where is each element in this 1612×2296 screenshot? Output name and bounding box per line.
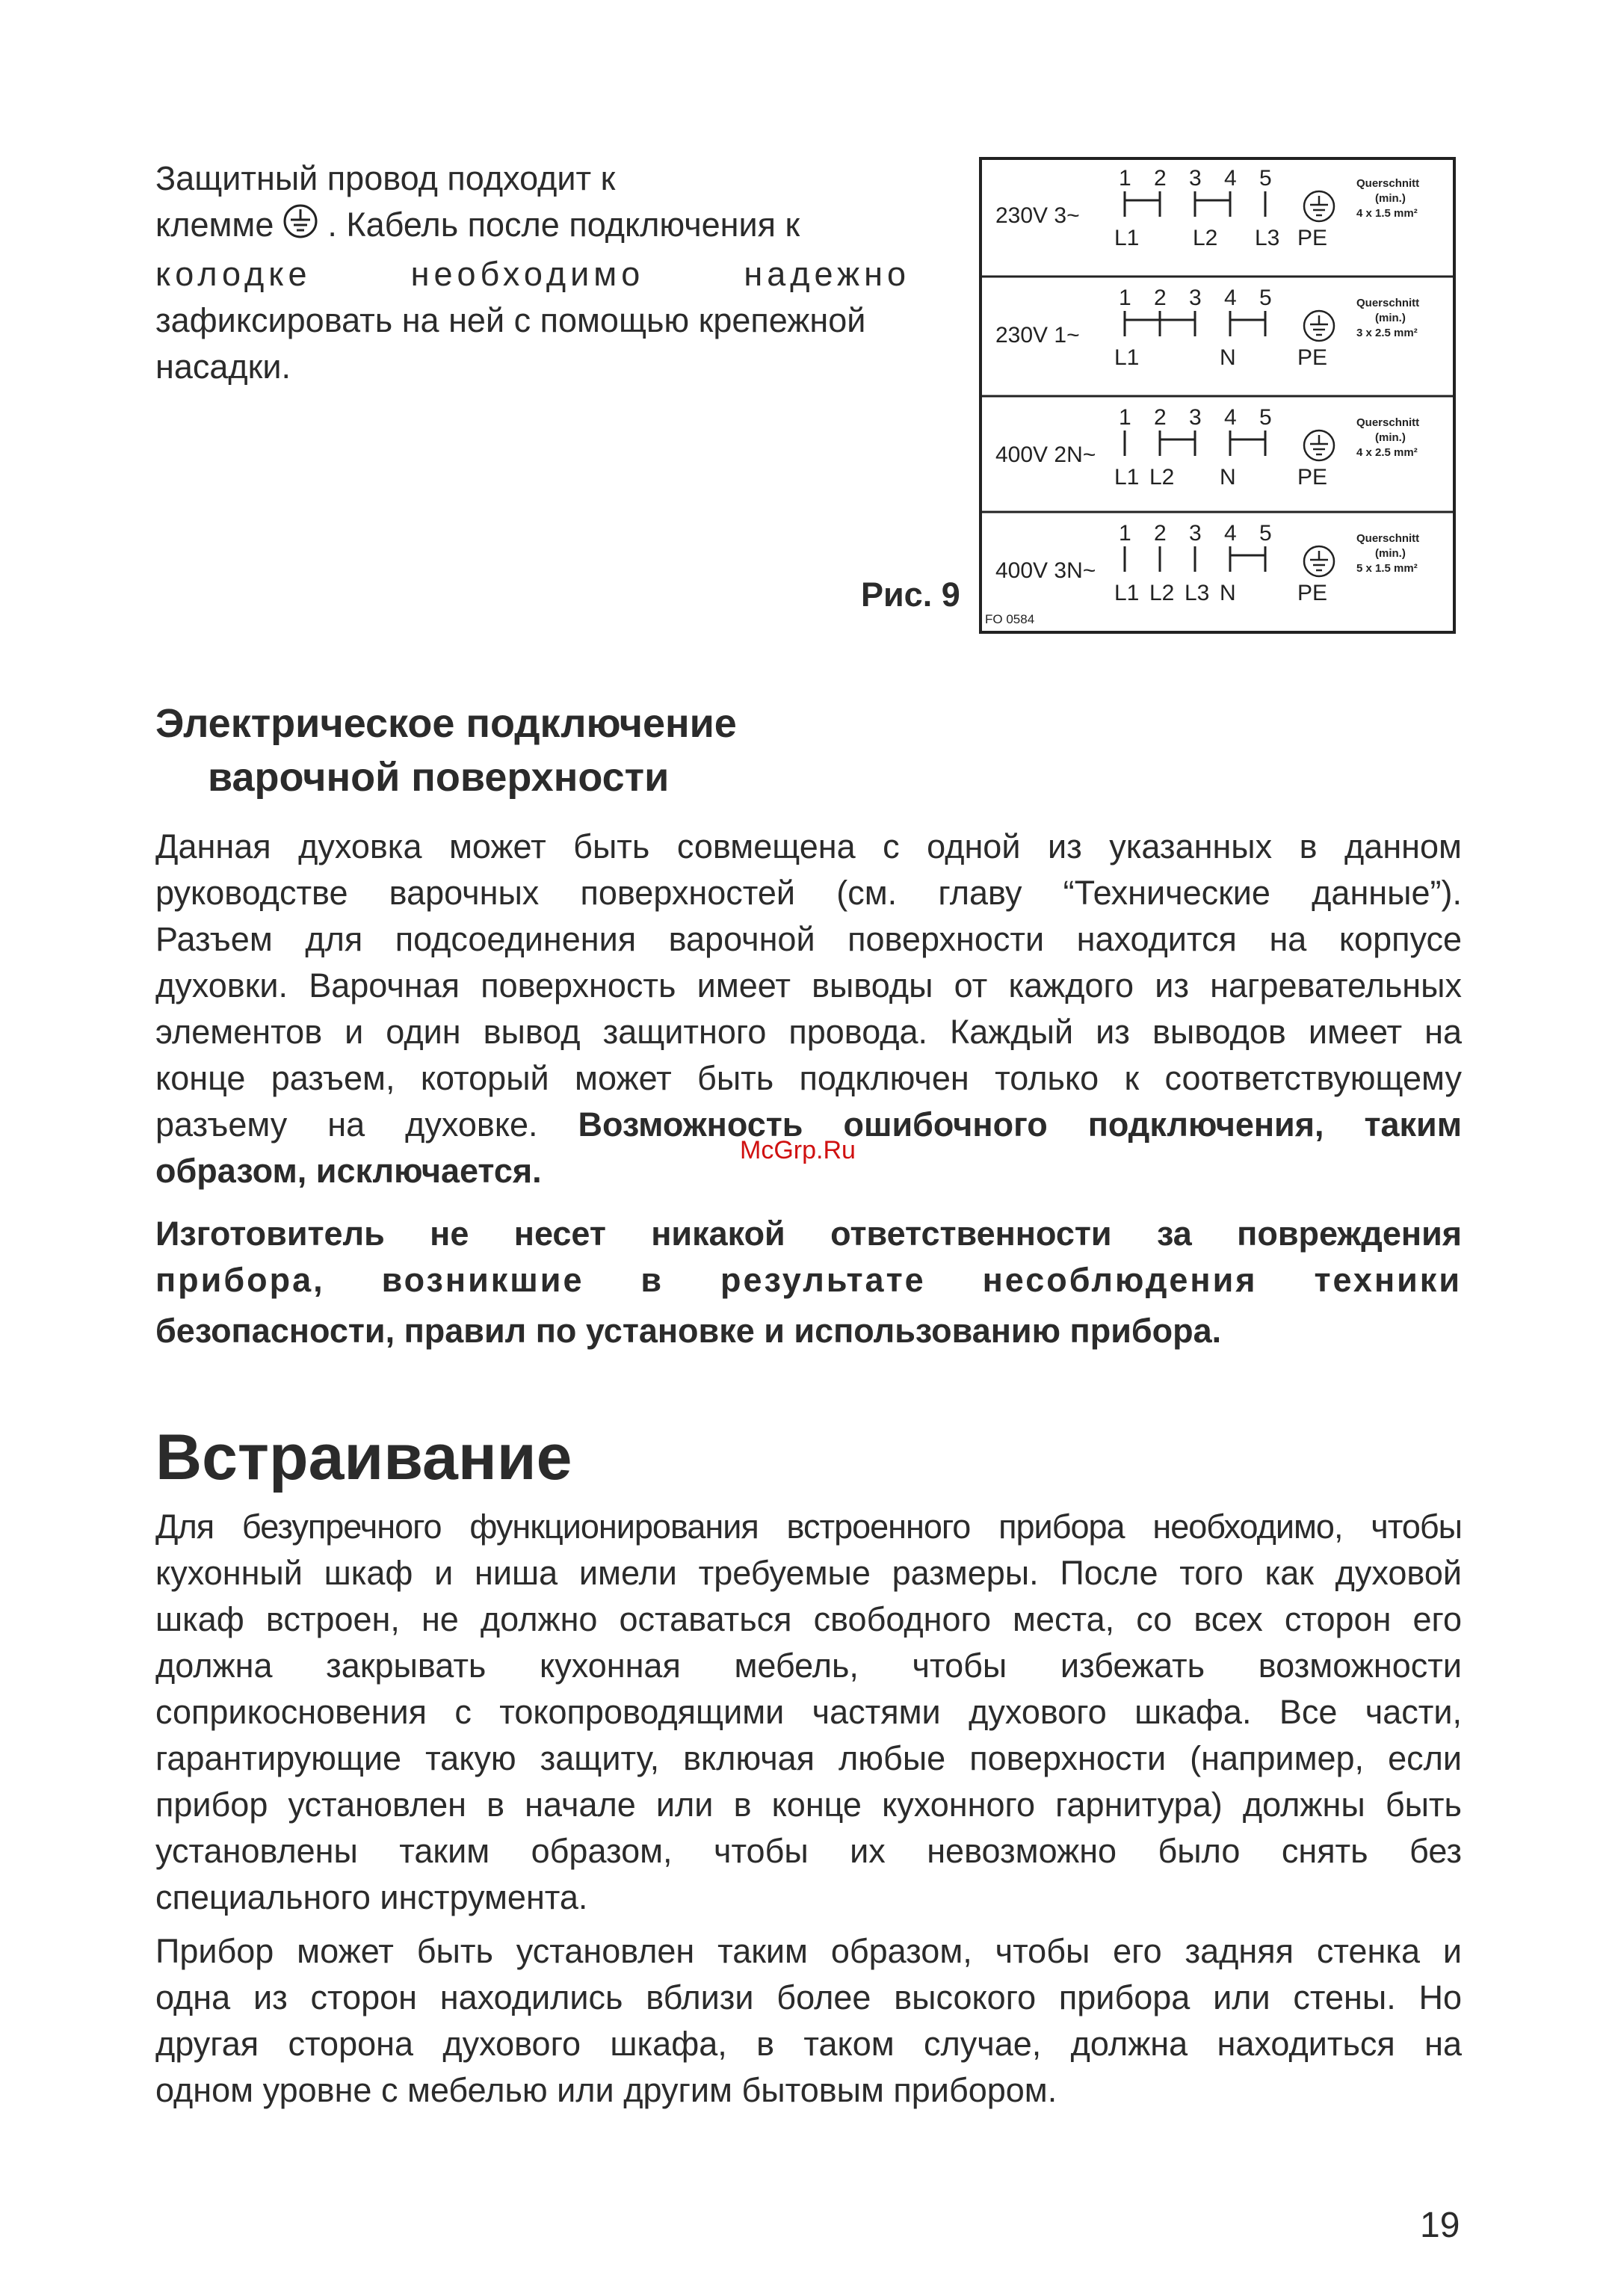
text-line: прибора, возникшие в результате несоблюдения техники [155, 1261, 1462, 1299]
conductor-label: N [1220, 465, 1236, 490]
intro-line [155, 202, 910, 251]
cross-section-value: 3 x 2.5 mm² [1356, 327, 1418, 339]
cross-section-label: Querschnitt [1356, 532, 1420, 545]
text-line: духовки. Варочная поверхность имеет выводы от каждого из нагревательных [155, 966, 1462, 1004]
heading-line: варочной поверхности [208, 755, 670, 800]
text-line: элементов и один вывод защитного провода. Каждый из выводов имеет на [155, 1013, 1462, 1051]
bold-text-span: Возможность ошибочного подключения, таким [578, 1105, 1462, 1144]
voltage-label: 230V 1~ [995, 323, 1080, 348]
wiring-row [995, 405, 1419, 490]
conductor-label: N [1220, 581, 1236, 605]
terminal-number: 2 [1154, 521, 1167, 546]
conductor-label: PE [1297, 581, 1328, 605]
bold-text-span: образом, исключается. [155, 1152, 542, 1190]
electric-paragraph-2 [155, 1211, 1462, 1354]
terminal-number: 3 [1189, 405, 1202, 430]
terminal-number: 5 [1259, 521, 1272, 546]
text-line: Изготовитель не несет никакой ответственности за повреждения [155, 1215, 1462, 1253]
page-number: 19 [1420, 2206, 1460, 2245]
terminal-number: 1 [1119, 405, 1131, 430]
terminal-number: 4 [1224, 521, 1237, 546]
conductor-label: L1 [1114, 226, 1140, 250]
ground-symbol-icon [1304, 311, 1334, 341]
terminal-number: 4 [1224, 166, 1237, 191]
cross-section-value: 4 x 2.5 mm² [1356, 446, 1418, 459]
text-line: специального инструмента. [155, 1878, 588, 1916]
text-line: одном уровне с мебелью или другим бытовым прибором. [155, 2071, 1057, 2109]
terminal-number: 1 [1119, 166, 1131, 191]
conductor-label: L3 [1185, 581, 1210, 605]
conductor-label: L2 [1193, 226, 1218, 250]
text-line: руководстве варочных поверхностей (см. главу “Технические данные”). [155, 874, 1462, 912]
conductor-label: L3 [1255, 226, 1280, 250]
conductor-label: PE [1297, 465, 1328, 490]
conductor-label: PE [1297, 226, 1328, 250]
text-line: безопасности, правил по установке и использованию прибора. [155, 1312, 1222, 1350]
cross-section-value: 5 x 1.5 mm² [1356, 562, 1418, 575]
conductor-label: L2 [1149, 581, 1175, 605]
text-line: шкаф встроен, не должно оставаться свободного места, со всех сторон его [155, 1600, 1462, 1638]
cross-section-min: (min.) [1375, 192, 1406, 205]
ground-symbol-icon [1304, 191, 1334, 221]
build-paragraph-2 [155, 1928, 1462, 2114]
terminal-number: 3 [1189, 166, 1202, 191]
text-line: установлены таким образом, чтобы их невозможно было снять без [155, 1832, 1462, 1870]
cross-section-min: (min.) [1375, 312, 1406, 324]
conductor-label: N [1220, 345, 1236, 370]
text-line: одна из сторон находились вблизи более высокого прибора или стены. Но [155, 1978, 1462, 2016]
terminal-number: 5 [1259, 405, 1272, 430]
intro-paragraph [155, 155, 910, 390]
text-line: прибор установлен в начале или в конце кухонного гарнитура) должны быть [155, 1786, 1462, 1824]
cross-section-value: 4 x 1.5 mm² [1356, 207, 1418, 220]
text-line: соприкосновения с токопроводящими частями духового шкафа. Все части, [155, 1693, 1462, 1731]
wiring-row [995, 521, 1419, 605]
cross-section-min: (min.) [1375, 547, 1406, 560]
intro-line-text: . Кабель после подключения к [327, 206, 800, 244]
conductor-label: L1 [1114, 345, 1140, 370]
conductor-label: L1 [1114, 581, 1140, 605]
voltage-label: 400V 2N~ [995, 442, 1096, 467]
terminal-number: 2 [1154, 166, 1167, 191]
watermark: McGrp.Ru [740, 1136, 856, 1164]
ground-symbol-icon [1304, 546, 1334, 576]
cross-section-label: Querschnitt [1356, 416, 1420, 429]
terminal-number: 2 [1154, 286, 1167, 310]
ground-terminal-icon [282, 203, 318, 251]
conductor-label: L2 [1149, 465, 1175, 490]
terminal-number: 4 [1224, 405, 1237, 430]
intro-line: колодке необходимо надежно [155, 255, 910, 294]
text-span: разъему на духовке. [155, 1105, 538, 1144]
figure-caption: Рис. 9 [861, 575, 960, 614]
figure-code: FO 0584 [985, 612, 1035, 626]
intro-line: зафиксировать на ней с помощью крепежной [155, 301, 866, 340]
cross-section-label: Querschnitt [1356, 177, 1420, 190]
terminal-number: 5 [1259, 286, 1272, 310]
text-line: кухонный шкаф и ниша имели требуемые размеры. После того как духовой [155, 1554, 1462, 1592]
text-line: конце разъем, который может быть подключен только к соответствующему [155, 1059, 1462, 1097]
wiring-diagram [979, 157, 1457, 635]
build-paragraph-1 [155, 1504, 1462, 1921]
conductor-label: PE [1297, 345, 1328, 370]
terminal-number: 1 [1119, 521, 1131, 546]
cross-section-label: Querschnitt [1356, 297, 1420, 309]
intro-line: Защитный провод подходит к [155, 159, 616, 197]
text-line: гарантирующие такую защиту, включая любые поверхности (например, если [155, 1739, 1462, 1777]
conductor-label: L1 [1114, 465, 1140, 490]
intro-line-text: клемме [155, 206, 274, 244]
terminal-number: 3 [1189, 521, 1202, 546]
text-line: Данная духовка может быть совмещена с одной из указанных в данном [155, 827, 1462, 865]
terminal-number: 5 [1259, 166, 1272, 191]
text-line: Для безупречного функционирования встроенного прибора необходимо, чтобы [155, 1507, 1462, 1546]
wiring-row [995, 166, 1419, 250]
cross-section-min: (min.) [1375, 431, 1406, 444]
text-line: другая сторона духового шкафа, в таком случае, должна находиться на [155, 2025, 1462, 2063]
voltage-label: 400V 3N~ [995, 558, 1096, 583]
text-line: Прибор может быть установлен таким образом, чтобы его задняя стенка и [155, 1932, 1462, 1970]
voltage-label: 230V 3~ [995, 203, 1080, 228]
heading-line: Электрическое подключение [155, 701, 737, 746]
text-line: должна закрывать кухонная мебель, чтобы избежать возможности [155, 1647, 1462, 1685]
wiring-row [995, 286, 1419, 370]
terminal-number: 3 [1189, 286, 1202, 310]
intro-line: насадки. [155, 348, 291, 386]
ground-symbol-icon [1304, 430, 1334, 460]
terminal-number: 4 [1224, 286, 1237, 310]
section-heading-electric [155, 697, 737, 804]
terminal-number: 2 [1154, 405, 1167, 430]
terminal-number: 1 [1119, 286, 1131, 310]
section-heading-build: Встраивание [155, 1422, 572, 1493]
text-line: Разъем для подсоединения варочной поверхности находится на корпусе [155, 920, 1462, 958]
